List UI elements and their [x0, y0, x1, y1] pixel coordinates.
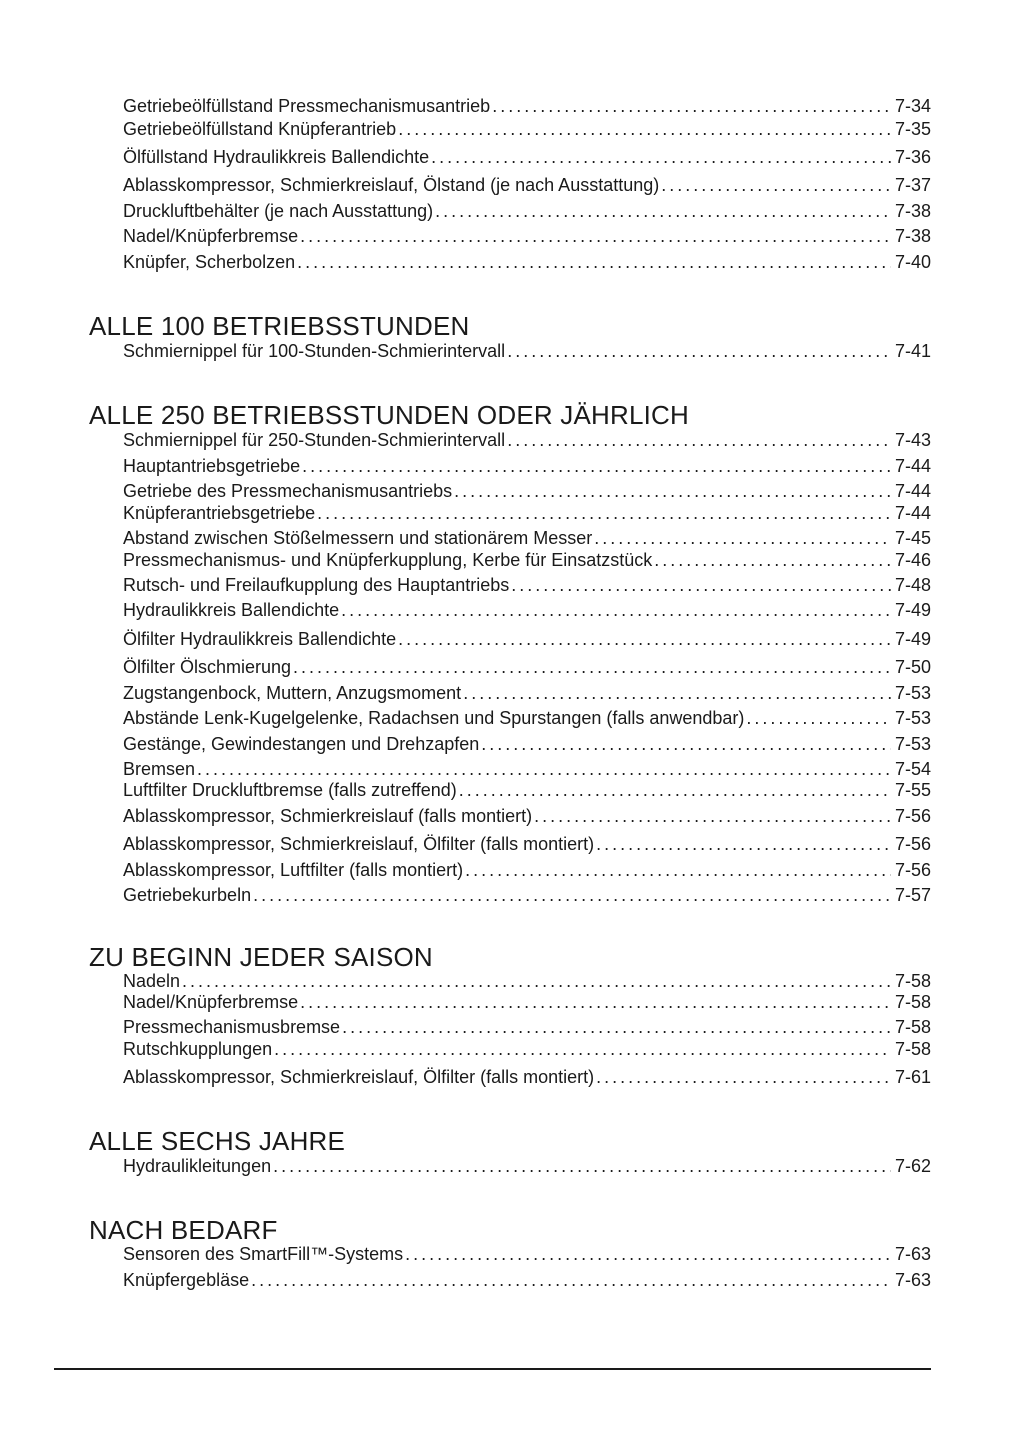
- dot-leader: [596, 833, 891, 855]
- toc-entry-label: Ablasskompressor, Schmierkreislauf, Ölfilter (falls montiert): [123, 1067, 595, 1087]
- toc-entry[interactable]: [123, 758, 931, 780]
- toc-entry-page: 7-46: [894, 550, 931, 570]
- toc-entry-label: Hauptantriebsgetriebe: [123, 456, 301, 476]
- toc-entry-label: Nadeln: [123, 971, 181, 991]
- toc-entry-label: Knüpfer, Scherbolzen: [123, 252, 296, 272]
- dot-leader: [435, 200, 891, 222]
- dot-leader: [492, 95, 891, 117]
- dot-leader: [463, 682, 891, 704]
- toc-entry-label: Ablasskompressor, Schmierkreislauf (falls montiert): [123, 806, 533, 826]
- toc-entry-page: 7-56: [894, 806, 931, 826]
- dot-leader: [481, 733, 891, 755]
- toc-entry[interactable]: [123, 599, 931, 621]
- section-heading: ALLE 250 BETRIEBSSTUNDEN ODER JÄHRLICH: [89, 400, 689, 430]
- toc-entry-page: 7-63: [894, 1270, 931, 1290]
- toc-entry-page: 7-57: [894, 885, 931, 905]
- toc-entry-page: 7-38: [894, 226, 931, 246]
- toc-entry[interactable]: [123, 502, 931, 524]
- toc-entry[interactable]: [123, 118, 931, 140]
- toc-entry[interactable]: [123, 859, 931, 881]
- toc-entry-page: 7-53: [894, 708, 931, 728]
- toc-entry[interactable]: [123, 1038, 931, 1060]
- toc-entry-page: 7-43: [894, 430, 931, 450]
- toc-entry[interactable]: [123, 733, 931, 755]
- toc-entry-page: 7-44: [894, 456, 931, 476]
- toc-entry-label: Getriebekurbeln: [123, 885, 252, 905]
- toc-entry-page: 7-53: [894, 683, 931, 703]
- toc-entry-label: Luftfilter Druckluftbremse (falls zutreffend): [123, 780, 457, 800]
- toc-entry[interactable]: [123, 174, 931, 196]
- toc-entry[interactable]: [123, 805, 931, 827]
- toc-entry-label: Getriebeölfüllstand Knüpferantrieb: [123, 119, 397, 139]
- toc-entry-label: Druckluftbehälter (je nach Ausstattung): [123, 201, 434, 221]
- dot-leader: [182, 970, 891, 992]
- toc-entry[interactable]: [123, 340, 931, 362]
- dot-leader: [431, 146, 891, 168]
- toc-entry[interactable]: [123, 225, 931, 247]
- toc-entry-page: 7-44: [894, 503, 931, 523]
- section-heading: ZU BEGINN JEDER SAISON: [89, 942, 433, 972]
- toc-entry[interactable]: [123, 146, 931, 168]
- toc-entry-label: Pressmechanismusbremse: [123, 1017, 341, 1037]
- toc-entry-label: Knüpfergebläse: [123, 1270, 250, 1290]
- toc-entry[interactable]: [123, 884, 931, 906]
- toc-entry[interactable]: [123, 574, 931, 596]
- toc-entry-page: 7-44: [894, 481, 931, 501]
- toc-entry-label: Zugstangenbock, Muttern, Anzugsmoment: [123, 683, 462, 703]
- section-heading: NACH BEDARF: [89, 1215, 278, 1245]
- toc-entry-label: Sensoren des SmartFill™-Systems: [123, 1244, 404, 1264]
- toc-entry[interactable]: [123, 1155, 931, 1177]
- dot-leader: [341, 599, 891, 621]
- toc-entry[interactable]: [123, 1243, 931, 1265]
- toc-entry-page: 7-63: [894, 1244, 931, 1264]
- section-heading: ALLE SECHS JAHRE: [89, 1126, 346, 1156]
- toc-entry[interactable]: [123, 779, 931, 801]
- toc-entry-label: Nadel/Knüpferbremse: [123, 226, 299, 246]
- dot-leader: [197, 758, 891, 780]
- toc-entry[interactable]: [123, 527, 931, 549]
- dot-leader: [302, 455, 891, 477]
- toc-entry-page: 7-54: [894, 759, 931, 779]
- dot-leader: [661, 174, 891, 196]
- toc-entry-label: Schmiernippel für 100-Stunden-Schmierintervall: [123, 341, 506, 361]
- dot-leader: [251, 1269, 891, 1291]
- toc-entry-label: Hydraulikkreis Ballendichte: [123, 600, 340, 620]
- toc-entry-page: 7-35: [894, 119, 931, 139]
- toc-entry[interactable]: [123, 455, 931, 477]
- dot-leader: [293, 656, 891, 678]
- toc-entry[interactable]: [123, 970, 931, 992]
- toc-entry[interactable]: [123, 1066, 931, 1088]
- dot-leader: [317, 502, 891, 524]
- toc-entry-label: Knüpferantriebsgetriebe: [123, 503, 316, 523]
- dot-leader: [398, 628, 891, 650]
- toc-entry-label: Rutschkupplungen: [123, 1039, 273, 1059]
- dot-leader: [398, 118, 891, 140]
- toc-entry-page: 7-48: [894, 575, 931, 595]
- toc-entry[interactable]: [123, 549, 931, 571]
- toc-entry-label: Getriebe des Pressmechanismusantriebs: [123, 481, 453, 501]
- toc-entry[interactable]: [123, 628, 931, 650]
- toc-entry[interactable]: [123, 95, 931, 117]
- toc-entry-label: Ölfilter Hydraulikkreis Ballendichte: [123, 629, 397, 649]
- footer-rule: [54, 1368, 931, 1370]
- toc-entry-label: Rutsch- und Freilaufkupplung des Hauptantriebs: [123, 575, 510, 595]
- dot-leader: [405, 1243, 891, 1265]
- toc-entry[interactable]: [123, 1269, 931, 1291]
- dot-leader: [342, 1016, 891, 1038]
- dot-leader: [454, 480, 891, 502]
- toc-entry[interactable]: [123, 682, 931, 704]
- toc-entry-label: Bremsen: [123, 759, 196, 779]
- toc-entry[interactable]: [123, 991, 931, 1013]
- toc-entry-label: Ölfilter Ölschmierung: [123, 657, 292, 677]
- toc-entry-page: 7-49: [894, 600, 931, 620]
- toc-entry[interactable]: [123, 251, 931, 273]
- toc-entry-page: 7-45: [894, 528, 931, 548]
- toc-entry-page: 7-58: [894, 1017, 931, 1037]
- dot-leader: [596, 1066, 891, 1088]
- toc-entry-page: 7-41: [894, 341, 931, 361]
- toc-entry-page: 7-58: [894, 1039, 931, 1059]
- section-heading: ALLE 100 BETRIEBSSTUNDEN: [89, 311, 470, 341]
- toc-entry-label: Nadel/Knüpferbremse: [123, 992, 299, 1012]
- dot-leader: [746, 707, 891, 729]
- toc-entry-page: 7-50: [894, 657, 931, 677]
- toc-entry-label: Ablasskompressor, Schmierkreislauf, Ölstand (je nach Ausstattung): [123, 175, 660, 195]
- toc-entry-page: 7-58: [894, 971, 931, 991]
- toc-entry-label: Pressmechanismus- und Knüpferkupplung, Kerbe für Einsatzstück: [123, 550, 653, 570]
- toc-entry-page: 7-58: [894, 992, 931, 1012]
- dot-leader: [297, 251, 891, 273]
- toc-entry-label: Hydraulikleitungen: [123, 1156, 272, 1176]
- toc-entry-page: 7-55: [894, 780, 931, 800]
- dot-leader: [511, 574, 891, 596]
- toc-entry[interactable]: [123, 1016, 931, 1038]
- toc-entry-page: 7-38: [894, 201, 931, 221]
- toc-entry-label: Abstände Lenk-Kugelgelenke, Radachsen und Spurstangen (falls anwendbar): [123, 708, 745, 728]
- dot-leader: [459, 779, 891, 801]
- toc-entry-page: 7-56: [894, 860, 931, 880]
- toc-entry-page: 7-49: [894, 629, 931, 649]
- toc-entry-label: Schmiernippel für 250-Stunden-Schmierintervall: [123, 430, 506, 450]
- toc-entry-label: Ablasskompressor, Luftfilter (falls montiert): [123, 860, 464, 880]
- toc-entry[interactable]: [123, 707, 931, 729]
- toc-entry-page: 7-53: [894, 734, 931, 754]
- toc-entry[interactable]: [123, 429, 931, 451]
- toc-entry-label: Ablasskompressor, Schmierkreislauf, Ölfilter (falls montiert): [123, 834, 595, 854]
- toc-entry[interactable]: [123, 833, 931, 855]
- toc-entry-page: 7-37: [894, 175, 931, 195]
- dot-leader: [507, 429, 891, 451]
- dot-leader: [300, 991, 891, 1013]
- dot-leader: [534, 805, 891, 827]
- dot-leader: [654, 549, 891, 571]
- dot-leader: [594, 527, 891, 549]
- dot-leader: [300, 225, 891, 247]
- dot-leader: [273, 1155, 891, 1177]
- toc-entry[interactable]: [123, 480, 931, 502]
- toc-entry-page: 7-36: [894, 147, 931, 167]
- toc-entry[interactable]: [123, 200, 931, 222]
- dot-leader: [465, 859, 891, 881]
- toc-entry-page: 7-56: [894, 834, 931, 854]
- toc-entry-page: 7-34: [894, 96, 931, 116]
- toc-entry-label: Getriebeölfüllstand Pressmechanismusantrieb: [123, 96, 491, 116]
- toc-entry-page: 7-40: [894, 252, 931, 272]
- dot-leader: [507, 340, 891, 362]
- toc-entry[interactable]: [123, 656, 931, 678]
- dot-leader: [274, 1038, 891, 1060]
- dot-leader: [253, 884, 891, 906]
- toc-entry-page: 7-62: [894, 1156, 931, 1176]
- toc-entry-label: Gestänge, Gewindestangen und Drehzapfen: [123, 734, 480, 754]
- toc-entry-label: Ölfüllstand Hydraulikkreis Ballendichte: [123, 147, 430, 167]
- toc-entry-page: 7-61: [894, 1067, 931, 1087]
- toc-entry-label: Abstand zwischen Stößelmessern und stationärem Messer: [123, 528, 593, 548]
